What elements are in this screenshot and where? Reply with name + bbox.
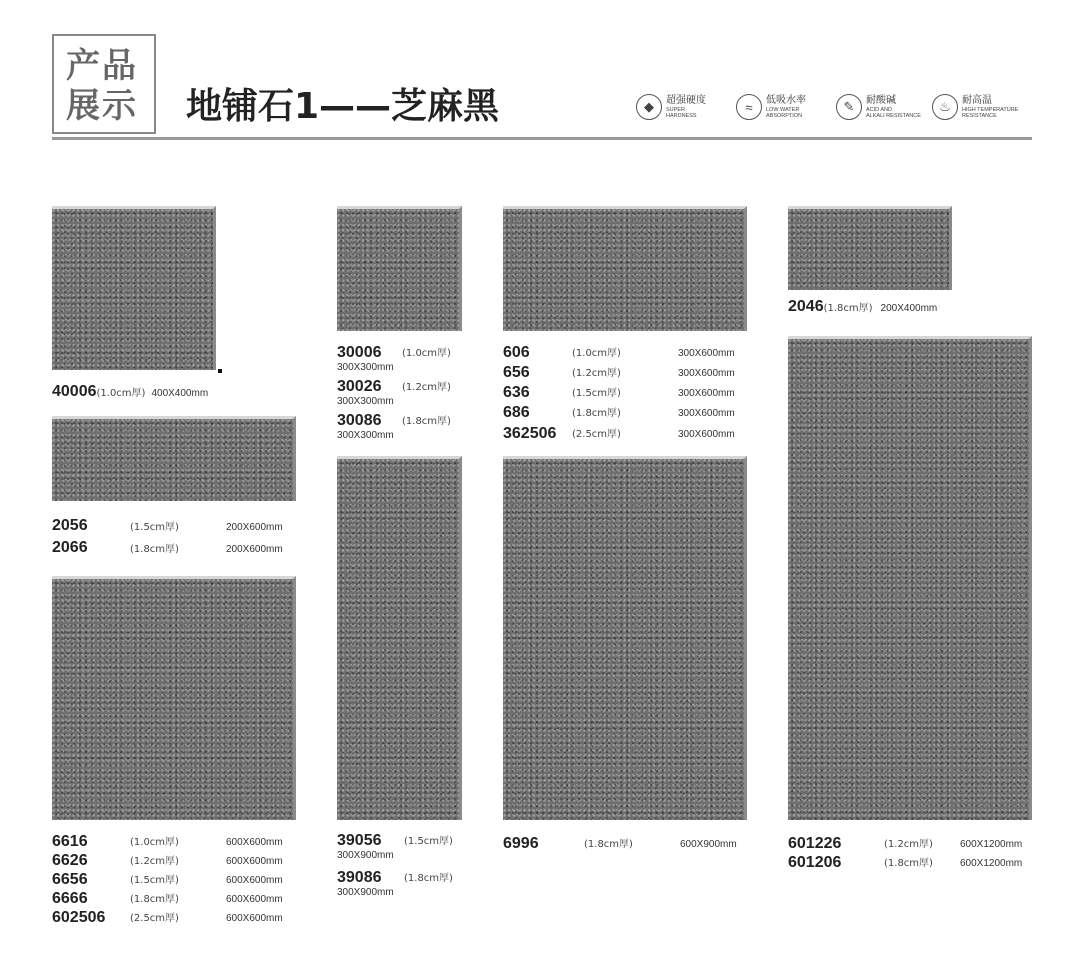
- product-thickness: (1.0cm厚): [572, 348, 621, 359]
- product-size: 300X300mm: [337, 430, 394, 441]
- badge-line-2: 展示: [66, 86, 138, 126]
- product-thickness: (1.8cm厚): [884, 858, 933, 869]
- product-thickness: (1.5cm厚): [572, 388, 621, 399]
- product-code: 2066: [52, 539, 88, 556]
- feature-label-en: ABSORPTION: [766, 113, 803, 119]
- product-code: 601206: [788, 854, 842, 871]
- dropper-icon: ✎: [836, 94, 862, 120]
- feature-label-en: LOW WATER: [766, 107, 800, 113]
- product-size: 300X900mm: [337, 850, 394, 861]
- product-size: 600X600mm: [226, 856, 283, 867]
- tile-200x400: [788, 206, 952, 290]
- tile-600x1200: [788, 336, 1032, 820]
- product-thickness: (1.8cm厚): [572, 408, 621, 419]
- tile-600x600: [52, 576, 296, 820]
- feature-acid-alkali: [836, 90, 921, 124]
- product-size: 200X400mm: [880, 303, 938, 314]
- product-thickness: (1.0cm厚): [130, 837, 179, 848]
- product-code: 601226: [788, 835, 842, 852]
- product-code: 39086: [337, 869, 382, 886]
- tile-600x900: [503, 456, 747, 820]
- product-thickness: (1.8cm厚): [402, 416, 451, 427]
- flame-icon: ♨: [932, 94, 958, 120]
- product-size: 600X600mm: [226, 875, 283, 886]
- tile-400x400: [52, 206, 216, 370]
- section-badge: [52, 34, 156, 134]
- product-thickness: (1.8cm厚): [404, 873, 453, 884]
- product-size: 300X300mm: [337, 396, 394, 407]
- tile-300x600: [503, 206, 747, 331]
- product-size: 300X600mm: [678, 368, 735, 379]
- product-thickness: (2.5cm厚): [130, 913, 179, 924]
- feature-label-en: HARDNESS: [666, 113, 697, 119]
- product-size: 600X600mm: [226, 913, 283, 924]
- feature-high-temperature: [932, 90, 1018, 124]
- product-code: 30006: [337, 344, 382, 361]
- tile-200x600: [52, 416, 296, 501]
- feature-hardness: [636, 90, 706, 124]
- product-size: 300X600mm: [678, 348, 735, 359]
- product-code: 606: [503, 344, 530, 361]
- product-row: [52, 383, 208, 401]
- product-thickness: (1.2cm厚): [884, 839, 933, 850]
- decorative-dot: [218, 369, 222, 373]
- product-size: 300X600mm: [678, 408, 735, 419]
- product-size: 600X600mm: [226, 894, 283, 905]
- water-drop-icon: ≈: [736, 94, 762, 120]
- product-code: 39056: [337, 832, 382, 849]
- product-size: 600X600mm: [226, 837, 283, 848]
- product-thickness: (1.5cm厚): [130, 522, 179, 533]
- feature-label-cn: 耐高温: [962, 95, 992, 106]
- header-divider: [52, 137, 1032, 140]
- product-code: 40006: [52, 383, 97, 400]
- product-thickness: (1.2cm厚): [402, 382, 451, 393]
- product-size: 600X1200mm: [960, 839, 1023, 850]
- page-title: 地铺石1——芝麻黑: [186, 86, 500, 127]
- product-code: 656: [503, 364, 530, 381]
- product-size: 300X600mm: [678, 429, 735, 440]
- tile-300x900: [337, 456, 462, 820]
- feature-label-en: RESISTANCE: [962, 113, 997, 119]
- product-code: 6626: [52, 852, 88, 869]
- feature-label-cn: 超强硬度: [666, 95, 706, 106]
- product-code: 30086: [337, 412, 382, 429]
- product-code: 6616: [52, 833, 88, 850]
- product-thickness: (1.0cm厚): [402, 348, 451, 359]
- product-thickness: (1.5cm厚): [404, 836, 453, 847]
- feature-label-en: ALKALI RESISTANCE: [866, 113, 921, 119]
- diamond-icon: ◆: [636, 94, 662, 120]
- feature-label-cn: 低吸水率: [766, 95, 806, 106]
- badge-line-1: 产品: [66, 46, 138, 86]
- product-size: 300X900mm: [337, 887, 394, 898]
- product-thickness: (1.2cm厚): [130, 856, 179, 867]
- product-size: 600X900mm: [680, 839, 737, 850]
- product-thickness: (1.5cm厚): [130, 875, 179, 886]
- product-code: 686: [503, 404, 530, 421]
- feature-label-en: ACID AND: [866, 107, 892, 113]
- product-thickness: (1.2cm厚): [572, 368, 621, 379]
- feature-label-en: HIGH TEMPERATURE: [962, 107, 1019, 113]
- product-size: 200X600mm: [226, 522, 283, 533]
- product-code: 602506: [52, 909, 106, 926]
- product-row: [788, 298, 937, 316]
- product-thickness: (1.8cm厚): [823, 303, 873, 314]
- product-size: 300X600mm: [678, 388, 735, 399]
- product-size: 400X400mm: [151, 388, 209, 399]
- feature-water-absorption: [736, 90, 806, 124]
- product-size: 200X600mm: [226, 544, 283, 555]
- product-thickness: (1.8cm厚): [584, 839, 633, 850]
- product-code: 6656: [52, 871, 88, 888]
- product-size: 300X300mm: [337, 362, 394, 373]
- product-code: 6996: [503, 835, 539, 852]
- product-size: 600X1200mm: [960, 858, 1023, 869]
- product-code: 30026: [337, 378, 382, 395]
- product-thickness: (1.8cm厚): [130, 544, 179, 555]
- tile-300x300: [337, 206, 462, 331]
- product-code: 636: [503, 384, 530, 401]
- product-thickness: (2.5cm厚): [572, 429, 621, 440]
- product-code: 2046: [788, 298, 824, 315]
- product-code: 362506: [503, 425, 557, 442]
- product-thickness: (1.8cm厚): [130, 894, 179, 905]
- product-code: 2056: [52, 517, 88, 534]
- product-thickness: (1.0cm厚): [96, 388, 146, 399]
- product-code: 6666: [52, 890, 88, 907]
- feature-label-cn: 耐酸碱: [866, 95, 896, 106]
- feature-label-en: SUPER: [666, 107, 685, 113]
